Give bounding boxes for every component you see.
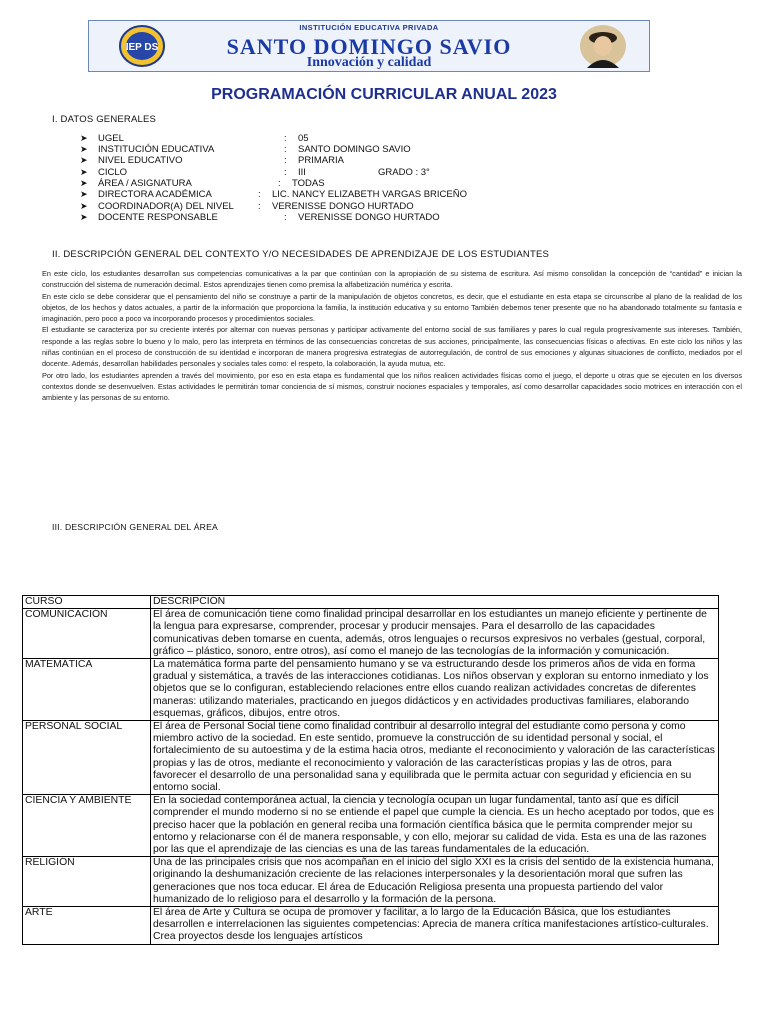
- dg-label: NIVEL EDUCATIVO: [98, 155, 183, 166]
- header-curso: CURSO: [23, 596, 151, 609]
- dg-grade: GRADO : 3°: [378, 167, 430, 178]
- dg-value: PRIMARIA: [298, 155, 344, 166]
- dg-value: TODAS: [292, 178, 325, 189]
- arrow-bullet-icon: ➤: [80, 133, 88, 143]
- row-curso: COMUNICACIÓN: [23, 609, 151, 659]
- dg-value: III: [298, 167, 306, 178]
- context-paragraph: En este ciclo se debe considerar que el pensamiento del niño se construye a partir de la manipulación de objetos concretos, es decir, que el estudiante en esta etapa se circunscribe al plano de la realidad de los objetos, de los hechos y datos actuales, a partir de la información que proporciona la familia, la institución educativa y su entorno También debemos tener presente que no ha abandonado totalmente su fantasía e imaginación, pero poco a poco va incorporando procesos y procedimientos sociales.: [42, 291, 742, 324]
- area-description-table: [22, 595, 719, 945]
- table-row: [23, 857, 719, 907]
- row-curso: PERSONAL SOCIAL: [23, 721, 151, 795]
- row-descripcion: El área de Arte y Cultura se ocupa de promover y facilitar, a lo largo de la Educación Básica, que los estudiantes desarrollen e interrelacionen las siguientes competencias: Aprecia de manera crítica manifestaciones artístico-culturales. Crea proyectos desde los lenguajes artísticos: [151, 907, 719, 945]
- arrow-bullet-icon: ➤: [80, 178, 88, 188]
- row-curso: CIENCIA Y AMBIENTE: [23, 795, 151, 857]
- school-banner: [88, 20, 650, 72]
- dg-value: VERENISSE DONGO HURTADO: [272, 201, 414, 212]
- table-header-row: [23, 596, 719, 609]
- table-row: [23, 907, 719, 945]
- arrow-bullet-icon: ➤: [80, 189, 88, 199]
- header-descripcion: DESCRIPCIÓN: [151, 596, 719, 609]
- table-row: [23, 609, 719, 659]
- school-name: SANTO DOMINGO SAVIO: [226, 34, 512, 59]
- arrow-bullet-icon: ➤: [80, 155, 88, 165]
- row-descripcion: El área de Personal Social tiene como finalidad contribuir al desarrollo integral del estudiante como persona y como miembro activo de la sociedad. En este sentido, promueve la construcción de su identidad personal y social, el fortalecimiento de su autoestima y de la estima hacia otros, mediante el reconocimiento y valoración de las características propias y las de otros, mediante el reconocimiento y valoración de las características propias y las de otros, para favorecer el desarrollo de una personalidad sana y equilibrada que le permita actuar con seguridad y eficiencia en su entorno social.: [151, 721, 719, 795]
- dg-label: CICLO: [98, 167, 128, 178]
- arrow-bullet-icon: ➤: [80, 212, 88, 222]
- arrow-bullet-icon: ➤: [80, 167, 88, 177]
- dg-value: VERENISSE DONGO HURTADO: [298, 212, 440, 223]
- section-3-heading: III. DESCRIPCIÓN GENERAL DEL ÁREA: [52, 522, 218, 532]
- dg-label: DIRECTORA ACADÉMICA: [98, 189, 212, 200]
- founder-portrait-icon: [579, 24, 627, 68]
- arrow-bullet-icon: ➤: [80, 144, 88, 154]
- dg-value: SANTO DOMINGO SAVIO: [298, 144, 411, 155]
- section-1-heading: I. DATOS GENERALES: [52, 114, 157, 125]
- dg-value: 05: [298, 133, 309, 144]
- arrow-bullet-icon: ➤: [80, 201, 88, 211]
- dg-label: INSTITUCIÓN EDUCATIVA: [98, 144, 215, 155]
- row-descripcion: El área de comunicación tiene como finalidad principal desarrollar en los estudiantes un manejo eficiente y pertinente de la lengua para expresarse, comprender, procesar y producir mensajes. Para el desarrollo de las capacidades comunicativas deben tomarse en cuenta, además, otros lenguajes o recursos expresivos no verbales (gestual, corporal, gráfico – plástico, sonoro, entre otros), así como el manejo de las tecnologías de la información y comunicación.: [151, 609, 719, 659]
- context-paragraph: Por otro lado, los estudiantes aprenden a través del movimiento, por eso en esta etapa es fundamental que los niños realicen actividades físicas como el juego, el deporte u otras que se ejecuten en los diversos contextos donde se desenvuelven. Estas actividades le permitirán tomar conciencia de sí mismos, construir nociones espaciales y temporales, así como desarrollar capacidades socio motrices en interacción con el ambiente y las personas de su entorno.: [42, 370, 742, 403]
- row-curso: ARTE: [23, 907, 151, 945]
- table-row: [23, 659, 719, 721]
- row-curso: MATEMÁTICA: [23, 659, 151, 721]
- table-row: [23, 795, 719, 857]
- dg-value: LIC. NANCY ELIZABETH VARGAS BRICEÑO: [272, 189, 467, 200]
- crest-text: IEP DS: [125, 42, 159, 53]
- document-title: PROGRAMACIÓN CURRICULAR ANUAL 2023: [211, 86, 557, 103]
- context-paragraph: El estudiante se caracteriza por su creciente interés por alternar con nuevas personas y participar activamente del entorno social de sus familiares y pares lo cual regula progresivamente sus intereses. También, responde a las reglas sobre lo bueno y lo malo, pero las interpreta en términos de las consecuencias concretas de sus acciones, principalmente, las consecuencias físicas o afectivas. En este ciclo los niños y las niñas continúan en el proceso de construcción de su identidad e incorporan de manera progresiva estrategias de autorregulación, de control de sus emociones y algunas situaciones de conflicto, mediados por el docente. Además, desarrollan habilidades personales y sociales tales como: el respeto, la colaboración, la ayuda mutua, etc.: [42, 325, 742, 369]
- row-descripcion: En la sociedad contemporánea actual, la ciencia y tecnología ocupan un lugar fundamental, tanto así que es difícil comprender el mundo moderno si no se entiende el papel que cumple la ciencia. Es un hecho aceptado por todos, que es preciso hacer que la población en general reciba una formación científica básica que le permita comprender mejor su entorno y relacionarse con él de manera responsable, y con ello, mejorar su calidad de vida. Esta es una de las razones por las que el aprendizaje de las ciencias es una de las tareas fundamentales de la educación.: [151, 795, 719, 857]
- section-2-heading: II. DESCRIPCIÓN GENERAL DEL CONTEXTO Y/O NECESIDADES DE APRENDIZAJE DE LOS ESTUDIANTES: [52, 249, 550, 260]
- school-slogan: Innovación y calidad: [306, 55, 432, 70]
- dg-label: UGEL: [98, 133, 124, 144]
- institution-type: INSTITUCIÓN EDUCATIVA PRIVADA: [299, 23, 439, 32]
- table-row: [23, 721, 719, 795]
- context-paragraph: En este ciclo, los estudiantes desarrollan sus competencias comunicativas a la par que continúan con la apropiación de su sistema de escritura. Así mismo consolidan la concepción de “cantidad” e inician la construcción del sistema de numeración decimal. Estos aprendizajes tienen como premisa la alfabetización numérica y escrita.: [42, 269, 742, 290]
- dg-label: ÁREA / ASIGNATURA: [98, 178, 192, 189]
- row-descripcion: La matemática forma parte del pensamiento humano y se va estructurando desde los primeros años de vida en forma gradual y sistemática, a través de las interacciones cotidianas. Los niños observan y exploran su entorno inmediato y los objetos que se lo configuran, estableciendo relaciones entre ellos cuando realizan actividades concretas de diferentes maneras: utilizando materiales, practicando en juegos didácticos y en actividades productivas familiares, elaborando esquemas, gráficos, dibujos, entre otros.: [151, 659, 719, 721]
- context-description: [42, 268, 742, 404]
- row-curso: RELIGIÓN: [23, 857, 151, 907]
- dg-label: DOCENTE RESPONSABLE: [98, 212, 218, 223]
- dg-label: COORDINADOR(A) DEL NIVEL: [98, 201, 234, 212]
- row-descripcion: Una de las principales crisis que nos acompañan en el inicio del siglo XXI es la crisis del sentido de la existencia humana, originando la deshumanización creciente de las relaciones interpersonales y la desorientación moral que sufren las generaciones que nos toca educar. El área de Educación Religiosa presenta una propuesta partiendo del valor humanizado de lo religioso para el desarrollo y la formación de la persona.: [151, 857, 719, 907]
